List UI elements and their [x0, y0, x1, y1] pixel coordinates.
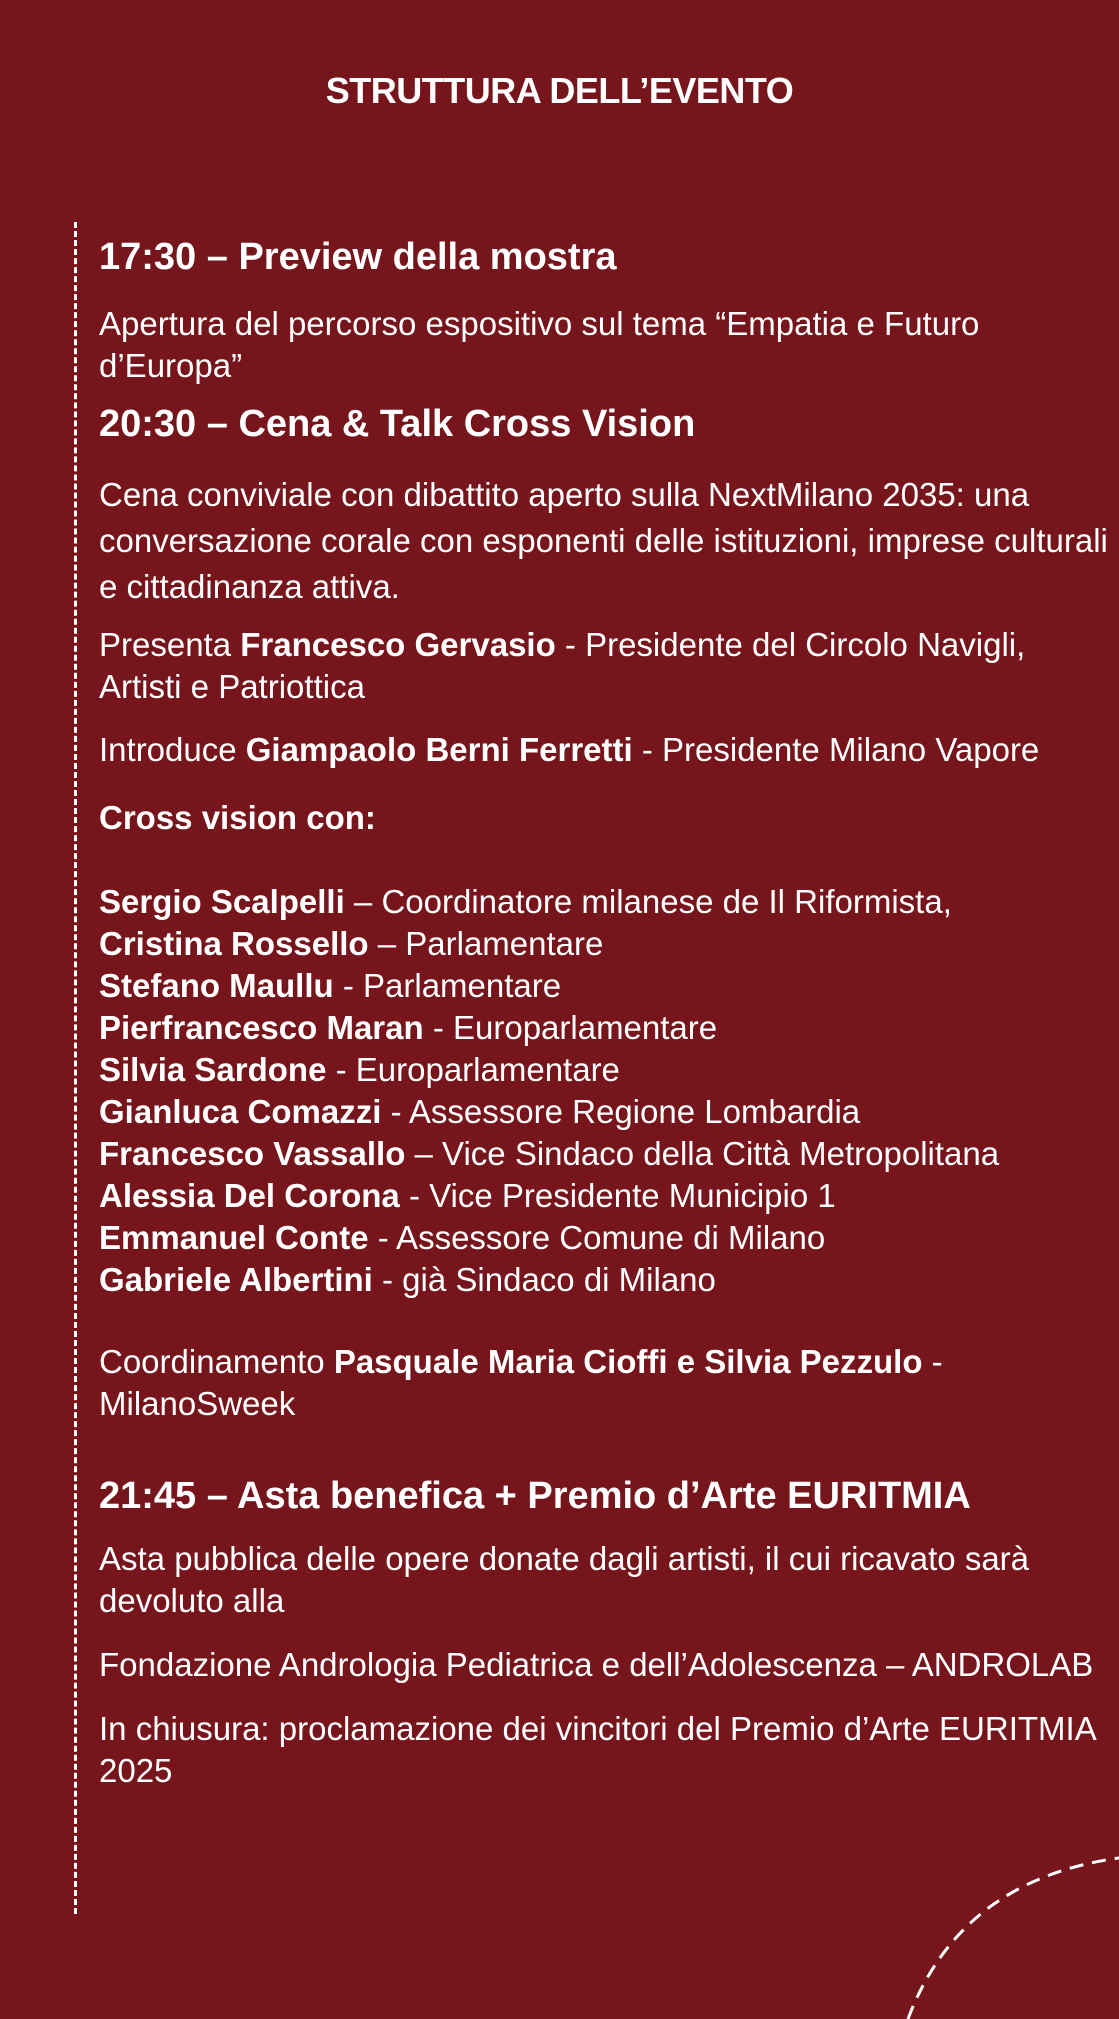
speaker-role: - Parlamentare	[333, 967, 562, 1004]
speaker-name: Gabriele Albertini	[99, 1261, 373, 1298]
auction-description: Asta pubblica delle opere donate dagli artisti, il cui ricavato sarà devoluto alla	[99, 1540, 1030, 1619]
coordination-suffix: - MilanoSweek	[99, 1343, 943, 1422]
speaker-role: - già Sindaco di Milano	[372, 1261, 716, 1298]
speaker-item	[99, 923, 1114, 965]
speaker-role: - Europarlamentare	[423, 1009, 718, 1046]
introducer-name: Giampaolo Berni Ferretti	[245, 731, 633, 768]
speaker-role: - Assessore Regione Lombardia	[381, 1093, 861, 1130]
preview-heading: 17:30 – Preview della mostra	[99, 236, 617, 278]
page-title: STRUTTURA DELL’EVENTO	[325, 70, 794, 111]
speaker-name: Sergio Scalpelli	[99, 883, 345, 920]
coordination-prefix: Coordinamento	[99, 1343, 334, 1380]
speaker-item	[99, 965, 1114, 1007]
speaker-name: Cristina Rossello	[99, 925, 369, 962]
introducer-prefix: Introduce	[99, 731, 246, 768]
speaker-name: Gianluca Comazzi	[99, 1093, 382, 1130]
speaker-item	[99, 1217, 1114, 1259]
speaker-name: Alessia Del Corona	[99, 1177, 400, 1214]
speaker-item	[99, 1091, 1114, 1133]
speaker-item	[99, 881, 1114, 923]
foundation-line: Fondazione Andrologia Pediatrica e dell’Adolescenza – ANDROLAB	[99, 1646, 1094, 1683]
speaker-role: - Assessore Comune di Milano	[368, 1219, 826, 1256]
speaker-name: Francesco Vassallo	[99, 1135, 406, 1172]
speaker-name: Emmanuel Conte	[99, 1219, 369, 1256]
speaker-item	[99, 1133, 1114, 1175]
speaker-list	[99, 881, 1114, 1301]
dinner-description: Cena conviviale con dibattito aperto sulla NextMilano 2035: una conversazione corale con esponenti delle istituzioni, imprese culturali e cittadinanza attiva.	[99, 476, 1108, 605]
speaker-item	[99, 1049, 1114, 1091]
cross-vision-label: Cross vision con:	[99, 799, 376, 836]
auction-heading: 21:45 – Asta benefica + Premio d’Arte EURITMIA	[99, 1475, 971, 1517]
speaker-item	[99, 1175, 1114, 1217]
dinner-heading: 20:30 – Cena & Talk Cross Vision	[99, 403, 696, 445]
speaker-item	[99, 1259, 1114, 1301]
speaker-item	[99, 1007, 1114, 1049]
presenter-line	[99, 624, 1114, 708]
speaker-role: - Europarlamentare	[326, 1051, 620, 1088]
speaker-name: Stefano Maullu	[99, 967, 334, 1004]
event-schedule	[99, 232, 1114, 1792]
presenter-role: - Presidente del Circolo Navigli, Artisti e Patriottica	[99, 626, 1026, 705]
presenter-prefix: Presenta	[99, 626, 241, 663]
speaker-role: – Coordinatore milanese de Il Riformista,	[344, 883, 952, 920]
presenter-name: Francesco Gervasio	[240, 626, 556, 663]
speaker-role: - Vice Presidente Municipio 1	[399, 1177, 836, 1214]
speaker-name: Silvia Sardone	[99, 1051, 327, 1088]
coordination-line	[99, 1341, 1114, 1425]
speaker-name: Pierfrancesco Maran	[99, 1009, 424, 1046]
introducer-role: - Presidente Milano Vapore	[632, 731, 1040, 768]
closing-line: In chiusura: proclamazione dei vincitori del Premio d’Arte EURITMIA 2025	[99, 1710, 1095, 1789]
introducer-line	[99, 729, 1114, 771]
preview-description: Apertura del percorso espositivo sul tema “Empatia e Futuro d’Europa”	[99, 305, 980, 384]
coordination-names: Pasquale Maria Cioffi e Silvia Pezzulo	[333, 1343, 923, 1380]
speaker-role: – Vice Sindaco della Città Metropolitana	[405, 1135, 1000, 1172]
speaker-role: – Parlamentare	[368, 925, 604, 962]
